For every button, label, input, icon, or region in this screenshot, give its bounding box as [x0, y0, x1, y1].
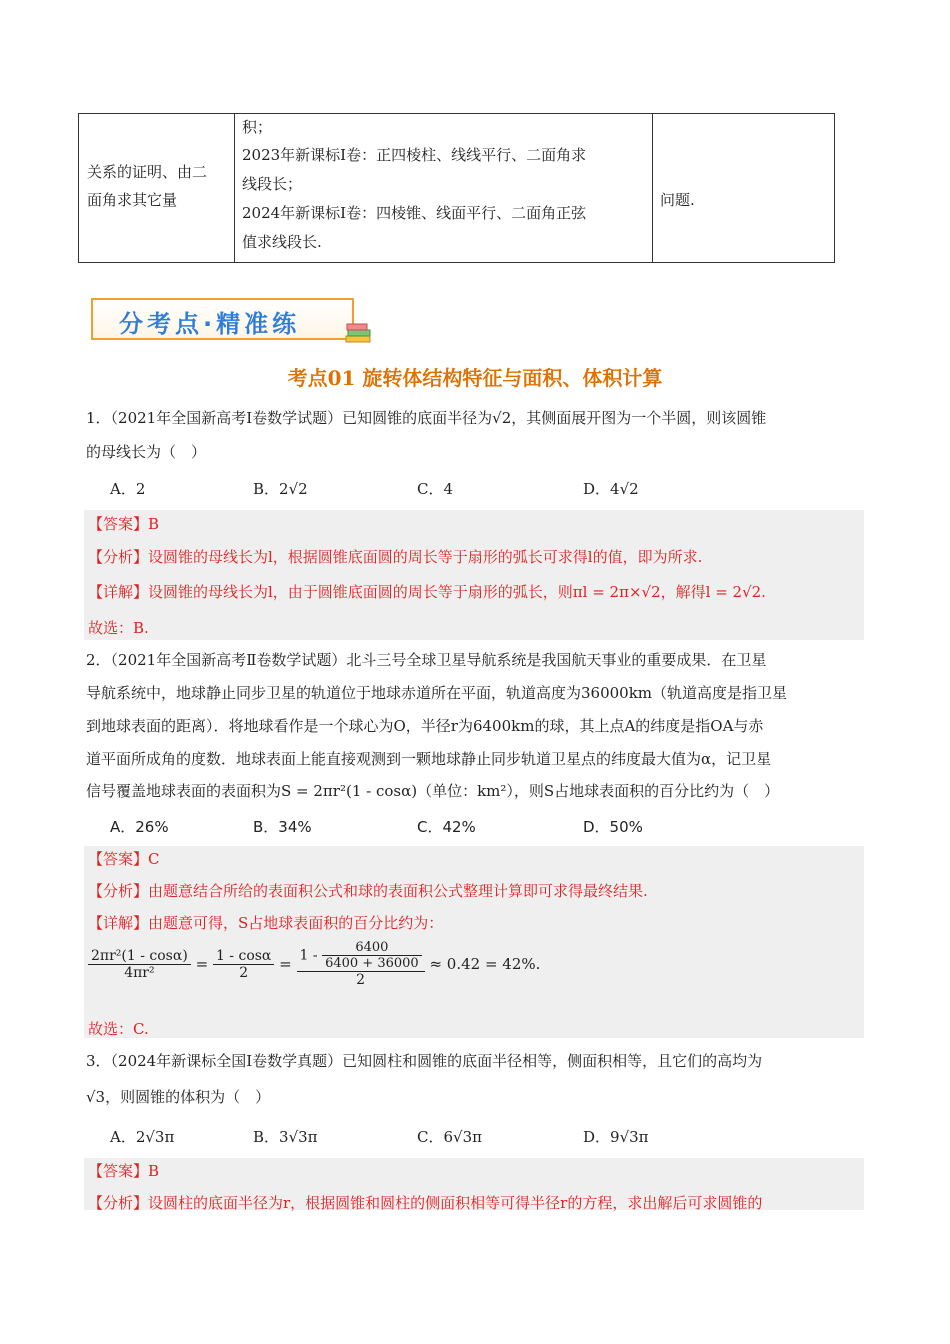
q2-formula: $\frac{\text{2πr²(1 - cosα)}}{\text{4πr²}}$ = $\frac{1 - \cos\alpha}{2}$ = 1 - $\frac{6400}{6400 + 36000}$ 2 ≈ 0.42 = 42%. [88, 940, 540, 988]
table-cell-note [652, 114, 834, 262]
q3-option-b: B．3√3π [253, 1128, 318, 1146]
books-icon [344, 322, 372, 344]
table-text: 线段长； [242, 175, 303, 193]
fraction-denominator: 2 [356, 972, 366, 988]
fraction-denominator: 4πr² [124, 964, 155, 981]
q3-option-c: C．6√3π [417, 1128, 482, 1146]
fraction-denominator: 2 [239, 964, 249, 981]
table-text: 2024年新课标Ⅰ卷：四棱锥、线面平行、二面角正弦 [242, 204, 587, 222]
inner-denominator: 6400 + 36000 [325, 956, 419, 971]
q1-option-d: D．4√2 [583, 480, 639, 498]
q3-analysis: 【分析】设圆柱的底面半径为r，根据圆锥和圆柱的侧面积相等可得半径r的方程，求出解后可求圆锥的 [88, 1194, 763, 1212]
q3-option-d: D．9√3π [583, 1128, 649, 1146]
table-cell-topic [79, 114, 235, 262]
fraction-numerator [297, 940, 425, 972]
formula-fraction-1 [88, 948, 191, 981]
inner-numerator: 6400 [322, 940, 422, 956]
q2-option-c: C．42% [417, 818, 476, 836]
table-cell-exams [234, 114, 653, 262]
table-text: 2023年新课标Ⅰ卷：正四棱柱、线线平行、二面角求 [242, 146, 587, 164]
question-3-text-cont: √3，则圆锥的体积为（ ） [86, 1088, 271, 1106]
question-2-text: 导航系统中，地球静止同步卫星的轨道位于地球赤道所在平面，轨道高度为36000km（轨道高度是指卫星 [86, 684, 788, 702]
formula-fraction-3 [297, 940, 425, 988]
question-2-text: 道平面所成角的度数．地球表面上能直接观测到一颗地球静止同步轨道卫星点的纬度最大值为α，记卫星 [86, 750, 772, 768]
table-text: 积； [242, 118, 273, 136]
q1-solution-block [84, 510, 864, 640]
question-1-text-cont: 的母线长为（ ） [86, 443, 207, 461]
q1-detail: 【详解】设圆锥的母线长为l，由于圆锥底面圆的周长等于扇形的弧长，则πl = 2π×√2，解得l = 2√2. [88, 583, 766, 601]
table-text: 面角求其它量 [87, 191, 178, 209]
q1-option-a: A．2 [110, 480, 146, 498]
table-text: 值求线段长. [242, 233, 322, 251]
q3-answer: 【答案】B [88, 1162, 160, 1180]
q2-choose: 故选：C. [88, 1020, 149, 1038]
question-2-text: 2．（2021年全国新高考Ⅱ卷数学试题）北斗三号全球卫星导航系统是我国航天事业的重要成果．在卫星 [86, 651, 767, 669]
banner-label: 分考点·精准练 [119, 310, 301, 338]
question-1-text: 1．（2021年全国新高考Ⅰ卷数学试题）已知圆锥的底面半径为√2，其侧面展开图为一个半圆，则该圆锥 [86, 409, 767, 427]
question-2-text: 到地球表面的距离）．将地球看作是一个球心为O，半径r为6400km的球，其上点A的纬度是指OA与赤 [86, 717, 764, 735]
q2-option-b: B．34% [253, 818, 312, 836]
q1-answer: 【答案】B [88, 515, 160, 533]
q2-analysis: 【分析】由题意结合所给的表面积公式和球的表面积公式整理计算即可求得最终结果. [88, 882, 648, 900]
q1-analysis: 【分析】设圆锥的母线长为l，根据圆锥底面圆的周长等于扇形的弧长可求得l的值，即为所求. [88, 548, 703, 566]
q3-option-a: A．2√3π [110, 1128, 175, 1146]
question-2-text: 信号覆盖地球表面的表面积为S = 2πr²(1 - cosα)（单位：km²），则S占地球表面积的百分比约为（ ） [86, 782, 780, 800]
q1-choose: 故选：B. [88, 619, 149, 637]
inner-fraction [322, 940, 422, 971]
question-3-text: 3．（2024年新课标全国Ⅰ卷数学真题）已知圆柱和圆锥的底面半径相等，侧面积相等，且它们的高均为 [86, 1052, 763, 1070]
q2-answer: 【答案】C [88, 850, 160, 868]
section-title: 考点01 旋转体结构特征与面积、体积计算 [287, 366, 663, 390]
formula-fraction-2 [213, 948, 274, 981]
q1-option-b: B．2√2 [253, 480, 308, 498]
fraction-numerator: 1 - cosα [213, 948, 274, 965]
fraction-numerator: 2πr²(1 - cosα) [88, 948, 191, 965]
fraction-lead: 1 - [299, 947, 318, 964]
formula-result: ≈ 0.42 = 42%. [429, 955, 541, 973]
q2-option-a: A．26% [110, 818, 169, 836]
section-banner [91, 298, 354, 340]
q2-detail: 【详解】由题意可得，S占地球表面积的百分比约为： [88, 914, 444, 932]
q1-option-c: C．4 [417, 480, 454, 498]
q2-option-d: D．50% [583, 818, 643, 836]
table-text: 问题. [660, 191, 695, 209]
table-text: 关系的证明、由二 [87, 163, 208, 181]
summary-table [78, 113, 835, 263]
